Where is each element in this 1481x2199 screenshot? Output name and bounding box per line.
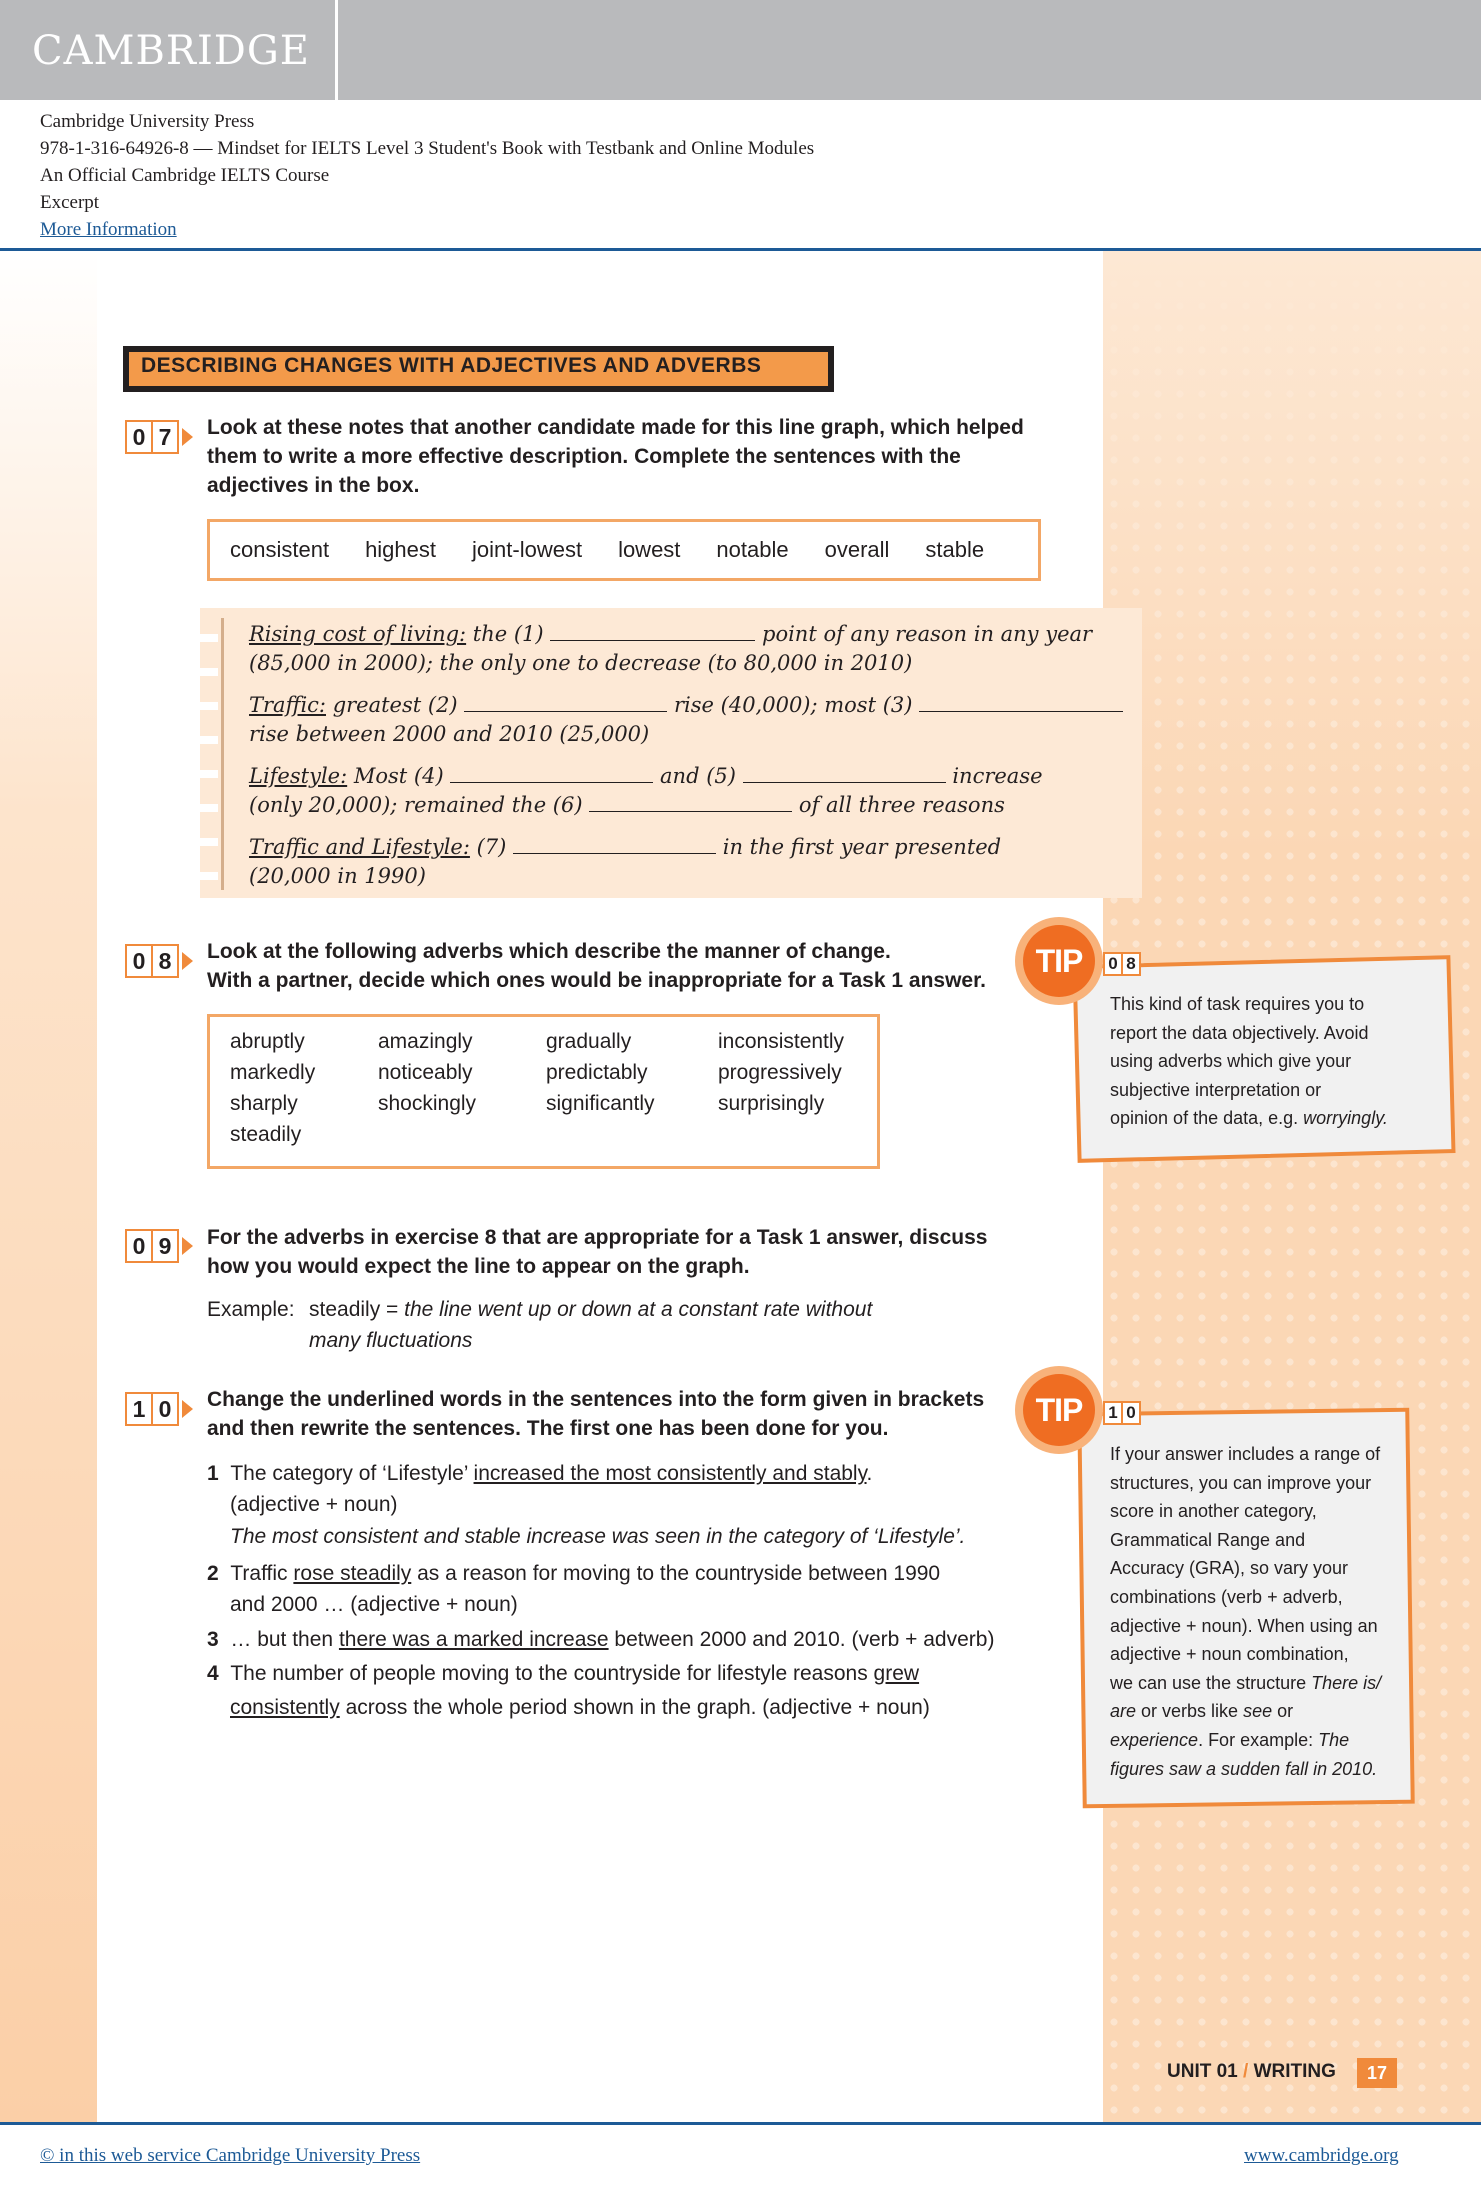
more-information-link[interactable]: More Information xyxy=(40,219,177,240)
tip-10-number: 1 0 xyxy=(1103,1401,1139,1425)
footer-divider xyxy=(0,2122,1481,2125)
exercise-09-example-label: Example: xyxy=(207,1298,295,1321)
note-4-line-1: Traffic and Lifestyle: (7) in the first year presented xyxy=(249,835,1002,859)
note-2-line-2: rise between 2000 and 2010 (25,000) xyxy=(249,722,650,746)
arrow-right-icon xyxy=(182,428,193,446)
answer-blank[interactable] xyxy=(550,622,755,641)
list-item-1: 1 The category of ‘Lifestyle’ increased the most consistently and stably. xyxy=(207,1462,873,1485)
notes-margin-line xyxy=(221,618,224,890)
list-item-4-cont: consistently across the whole period shown in the graph. (adjective + noun) xyxy=(230,1696,930,1719)
exercise-number-07: 0 7 xyxy=(125,420,193,454)
notebook-binding xyxy=(200,608,218,898)
left-margin-gradient xyxy=(0,251,97,2122)
copyright-link[interactable]: © in this web service Cambridge University Press xyxy=(40,2145,421,2166)
adverb-item: abruptly xyxy=(230,1030,305,1053)
exercise-07-instruction: Look at these notes that another candidate made for this line graph, which helped them to write a more effective description. Complete the sentences with the adjectives in the box. xyxy=(207,416,1024,497)
note-3-line-1: Lifestyle: Most (4) and (5) increase xyxy=(249,764,1043,788)
cambridge-logo: CAMBRIDGE xyxy=(32,28,310,74)
note-1-line-1: Rising cost of living: the (1) point of any reason in any year xyxy=(249,622,1093,646)
adverb-item: amazingly xyxy=(378,1030,473,1053)
adverb-item: gradually xyxy=(546,1030,632,1053)
book-metadata xyxy=(40,108,814,243)
list-item-1-answer: The most consistent and stable increase was seen in the category of ‘Lifestyle’. xyxy=(230,1525,966,1548)
answer-blank[interactable] xyxy=(464,693,667,712)
adverb-item: progressively xyxy=(718,1061,842,1084)
adverb-item: sharply xyxy=(230,1092,298,1115)
exercise-number-10: 1 0 xyxy=(125,1392,193,1426)
exercise-number-08: 0 8 xyxy=(125,944,193,978)
answer-blank[interactable] xyxy=(919,693,1123,712)
answer-blank[interactable] xyxy=(589,793,792,812)
word-item: stable xyxy=(925,537,985,562)
list-item-2-cont: and 2000 … (adjective + noun) xyxy=(230,1593,518,1616)
answer-blank[interactable] xyxy=(450,764,653,783)
section-heading-text: DESCRIBING CHANGES WITH ADJECTIVES AND ADVERBS xyxy=(141,354,762,377)
arrow-right-icon xyxy=(182,1237,193,1255)
list-item-1-form: (adjective + noun) xyxy=(230,1493,398,1516)
exercise-08-instruction: Look at the following adverbs which describe the manner of change. With a partner, decide which ones would be inappropriate for a Task 1 answer. xyxy=(207,940,986,992)
publisher: Cambridge University Press xyxy=(40,111,255,132)
right-margin-fade xyxy=(1103,251,1481,851)
website-link[interactable]: www.cambridge.org xyxy=(1244,2145,1399,2166)
exercise-10-instruction: Change the underlined words in the sentences into the form given in brackets and then rewrite the sentences. The first one has been done for you. xyxy=(207,1388,985,1440)
logo-box xyxy=(0,0,338,100)
adjective-word-box xyxy=(207,519,1041,581)
unit-label: UNIT 01 / WRITING xyxy=(1167,2061,1336,2082)
page-number: 17 xyxy=(1357,2058,1397,2088)
list-item-4: 4 The number of people moving to the countryside for lifestyle reasons grew xyxy=(207,1662,920,1685)
adverb-word-box xyxy=(207,1014,880,1169)
adverb-item: noticeably xyxy=(378,1061,473,1084)
word-item: joint-lowest xyxy=(472,537,583,562)
arrow-right-icon xyxy=(182,1400,193,1418)
tip-08-badge: TIP xyxy=(1015,917,1103,1005)
exercise-number-09: 0 9 xyxy=(125,1229,193,1263)
adverb-item: steadily xyxy=(230,1123,302,1146)
note-3-line-2: (only 20,000); remained the (6) of all three reasons xyxy=(249,793,1005,817)
word-item: lowest xyxy=(618,537,681,562)
adverb-item: markedly xyxy=(230,1061,316,1084)
note-2-line-1: Traffic: greatest (2) rise (40,000); most (3) xyxy=(249,691,1123,720)
adverb-item: surprisingly xyxy=(718,1092,825,1115)
word-item: notable xyxy=(716,537,789,562)
tip-08-number: 0 8 xyxy=(1103,952,1139,976)
adverb-item: significantly xyxy=(546,1092,655,1115)
adverb-item: predictably xyxy=(546,1061,648,1084)
excerpt-label: Excerpt xyxy=(40,192,100,213)
section-heading xyxy=(123,346,834,392)
word-item: consistent xyxy=(230,537,330,562)
exercise-09-example: steadily = the line went up or down at a constant rate without many fluctuations xyxy=(309,1298,873,1352)
tip-08-text: This kind of task requires you to report the data objectively. Avoid using adverbs which give your subjective interpretation or opinion of the data, e.g. worryingly. xyxy=(1110,994,1388,1129)
list-item-2: 2 Traffic rose steadily as a reason for moving to the countryside between 1990 xyxy=(207,1562,941,1585)
arrow-right-icon xyxy=(182,952,193,970)
isbn-title: 978-1-316-64926-8 — Mindset for IELTS Level 3 Student's Book with Testbank and Online Modules xyxy=(40,138,815,159)
note-1-line-2: (85,000 in 2000); the only one to decrease (to 80,000 in 2010) xyxy=(249,651,913,675)
word-item: overall xyxy=(824,537,890,562)
tip-10-text: If your answer includes a range of structures, you can improve your score in another category, Grammatical Range and Accuracy (GRA), so vary your combinations (verb + adverb, adjective + noun). When using an adjective + noun combination, we can use the structure There is/ are or verbs like see or experience. For example: The figures saw a sudden fall in 2010. xyxy=(1110,1444,1382,1779)
word-item: highest xyxy=(365,537,437,562)
adverb-item: shockingly xyxy=(378,1092,477,1115)
adverb-item: inconsistently xyxy=(718,1030,845,1053)
answer-blank[interactable] xyxy=(743,764,946,783)
series: An Official Cambridge IELTS Course xyxy=(40,165,330,186)
tip-10-badge: TIP xyxy=(1015,1366,1103,1454)
note-4-line-2: (20,000 in 1990) xyxy=(249,864,426,888)
list-item-3: 3 … but then there was a marked increase between 2000 and 2010. (verb + adverb) xyxy=(207,1628,995,1651)
exercise-09-instruction: For the adverbs in exercise 8 that are appropriate for a Task 1 answer, discuss how you would expect the line to appear on the graph. xyxy=(207,1226,988,1278)
answer-blank[interactable] xyxy=(513,835,716,854)
